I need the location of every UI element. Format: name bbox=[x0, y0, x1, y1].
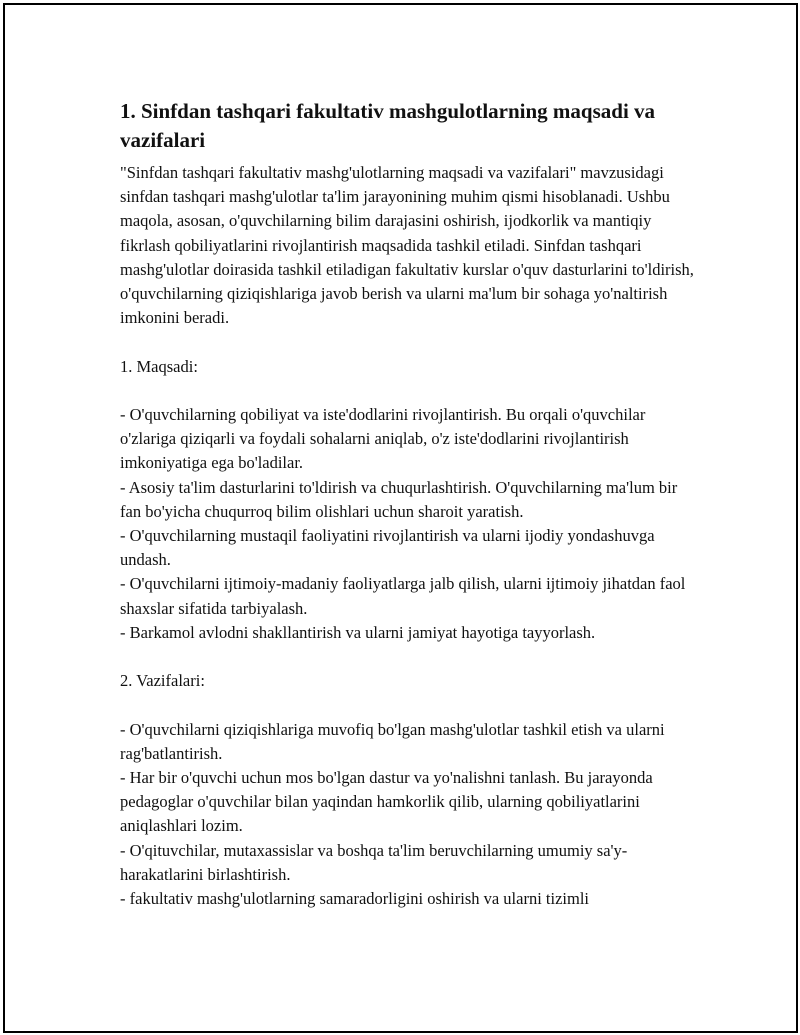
page-frame bbox=[3, 3, 798, 1033]
list-item: - Asosiy ta'lim dasturlarini to'ldirish va chuqurlashtirish. O'quvchilarning ma'lum bir fan bo'yicha chuqurroq bilim olishlari uchun sharoit yaratish. bbox=[120, 477, 678, 521]
section-heading-vazifalari: 2. Vazifalari: bbox=[120, 671, 205, 691]
vazifalari-list bbox=[120, 718, 700, 912]
document-title: 1. Sinfdan tashqari fakultativ mashgulotlarning maqsadi va vazifalari bbox=[120, 99, 656, 152]
paragraph-gap bbox=[120, 379, 700, 403]
paragraph-gap bbox=[120, 693, 700, 717]
list-item: - O'qituvchilar, mutaxassislar va boshqa ta'lim beruvchilarning umumiy sa'y-harakatlarini birlashtirish. bbox=[120, 840, 628, 884]
paragraph-gap bbox=[120, 645, 700, 669]
list-item: - fakultativ mashg'ulotlarning samaradorligini oshirish va ularni tizimli bbox=[120, 889, 590, 909]
list-item: - Har bir o'quvchi uchun mos bo'lgan dastur va yo'nalishni tanlash. Bu jarayonda pedagoglar o'quvchilar bilan yaqindan hamkorlik qilib, ularning qobiliyatlarini aniqlashlari lozim. bbox=[120, 768, 653, 836]
intro-paragraph: "Sinfdan tashqari fakultativ mashg'ulotlarning maqsadi va vazifalari" mavzusidagi sinfdan tashqari mashg'ulotlar ta'lim jarayonining muhim qismi hisoblanadi. Ushbu maqola, asosan, o'quvchilarning bilim darajasini oshirish, ijodkorlik va mantiqiy fikrlash qobiliyatlarini rivojlantirish maqsadida tashkil etiladi. Sinfdan tashqari mashg'ulotlar doirasida tashkil etiladigan fakultativ kurslar o'quv dasturlarini to'ldirish, o'quvchilarning qiziqishlariga javob berish va ularni ma'lum bir sohaga yo'naltirish imkonini beradi. bbox=[120, 163, 694, 328]
list-item: - O'quvchilarni ijtimoiy-madaniy faoliyatlarga jalb qilish, ularni ijtimoiy jihatdan faol shaxslar sifatida tarbiyalash. bbox=[120, 574, 686, 618]
list-item: - Barkamol avlodni shakllantirish va ularni jamiyat hayotiga tayyorlash. bbox=[120, 622, 596, 642]
list-item: - O'quvchilarni qiziqishlariga muvofiq bo'lgan mashg'ulotlar tashkil etish va ularni rag'batlantirish. bbox=[120, 719, 665, 763]
maqsadi-list bbox=[120, 403, 700, 645]
section-heading-maqsadi: 1. Maqsadi: bbox=[120, 356, 198, 376]
list-item: - O'quvchilarning qobiliyat va iste'dodlarini rivojlantirish. Bu orqali o'quvchilar o'zlariga qiziqarli va foydali sohalarni aniqlab, o'z iste'dodlarini rivojlantirish imkoniyatiga ega bo'ladilar. bbox=[120, 405, 646, 473]
paragraph-gap bbox=[120, 330, 700, 354]
document-body bbox=[120, 97, 700, 911]
list-item: - O'quvchilarning mustaqil faoliyatini rivojlantirish va ularni ijodiy yondashuvga undash. bbox=[120, 526, 655, 570]
